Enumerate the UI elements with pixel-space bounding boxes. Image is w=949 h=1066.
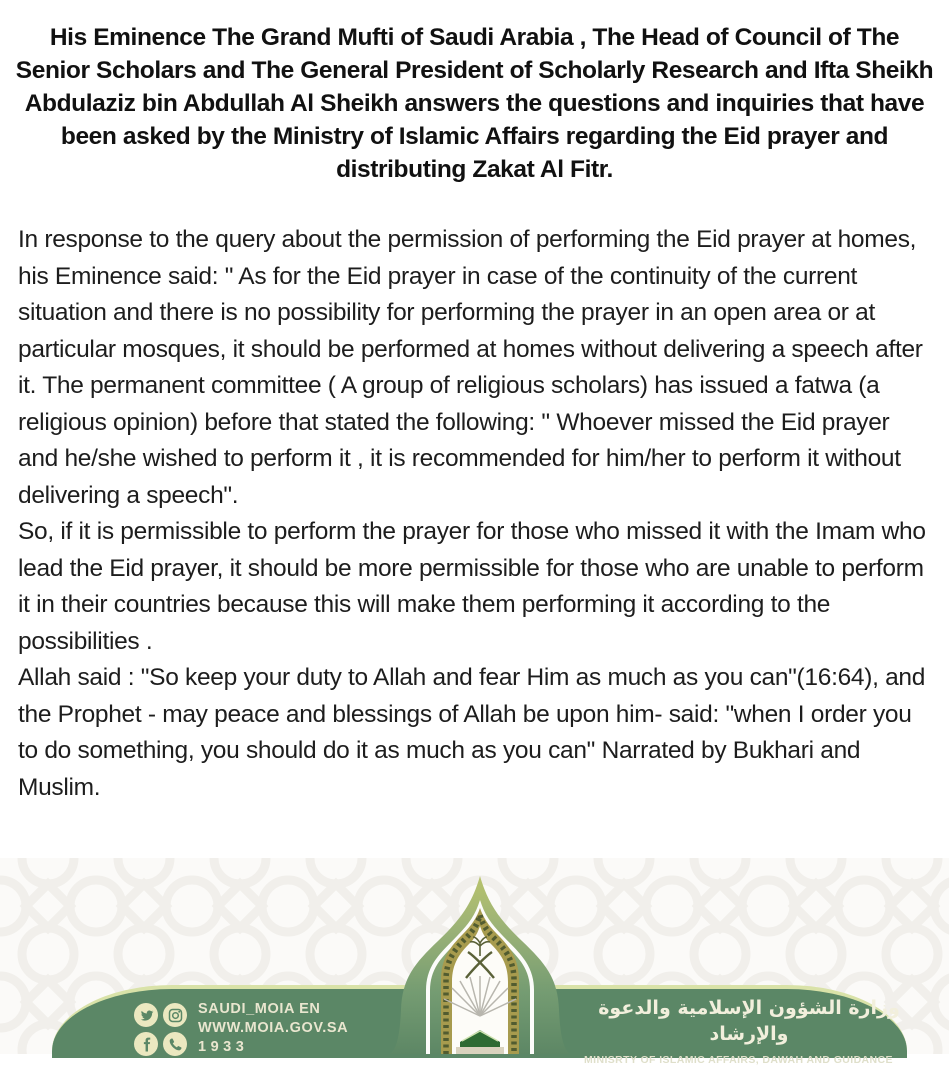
page-title: His Eminence The Grand Mufti of Saudi Arabia , The Head of Council of The Senior Scholars and The General President of Scholarly Research and Ifta Sheikh Abdulaziz bin Abdullah Al Sheikh answers the questions and inquiries that have been asked by the Ministry of Islamic Affairs regarding the Eid prayer and distributing Zakat Al Fitr.: [15, 24, 934, 183]
facebook-icon: [134, 1032, 158, 1056]
instagram-icon: [163, 1003, 187, 1027]
social-icons: [134, 1003, 187, 1056]
paragraph-3: Allah said : "So keep your duty to Allah and fear Him as much as you can"(16:64), and the Prophet - may peace and blessings of Allah be upon him- said: "when I order you to do something, you should do it as much as you can" Narrated by Bukhari and Muslim.: [18, 664, 926, 801]
social-handle: SAUDI_MOIA EN: [198, 1001, 321, 1017]
phone-icon: [163, 1032, 187, 1056]
website-url: WWW.MOIA.GOV.SA: [198, 1020, 349, 1036]
phone-number: 1933: [198, 1039, 249, 1055]
ministry-footer-banner: [0, 858, 949, 1066]
ministry-name-english: MINISRTY OF ISLAMIC AFFAIRS, DAWAH AND GUIDANCE: [584, 1054, 893, 1066]
paragraph-2: So, if it is permissible to perform the prayer for those who missed it with the Imam who lead the Eid prayer, it should be more permissible for those who are unable to perform it in their countries because this will make them performing it according to the possibilities .: [18, 518, 926, 655]
twitter-icon: [134, 1003, 158, 1027]
ministry-name-arabic: وزارة الشؤون الإسلامية والدعوة والإرشاد: [598, 997, 900, 1045]
ministry-name-block: [584, 995, 914, 1066]
contact-block: [198, 1000, 348, 1057]
ministry-emblem: [388, 866, 572, 1054]
paragraph-1: In response to the query about the permission of performing the Eid prayer at homes, his Eminence said: " As for the Eid prayer in case of the continuity of the current situation and there is no possibility for performing the prayer in an open area or at particular mosques, it should be performed at homes without delivering a speech after it. The permanent committee ( A group of religious scholars) has issued a fatwa (a religious opinion) before that stated the following: " Whoever missed the Eid prayer and he/she wished to perform it , it is recommended for him/her to perform it without delivering a speech".: [18, 226, 923, 509]
book-platform: [456, 1047, 504, 1054]
body-text: [0, 186, 949, 806]
